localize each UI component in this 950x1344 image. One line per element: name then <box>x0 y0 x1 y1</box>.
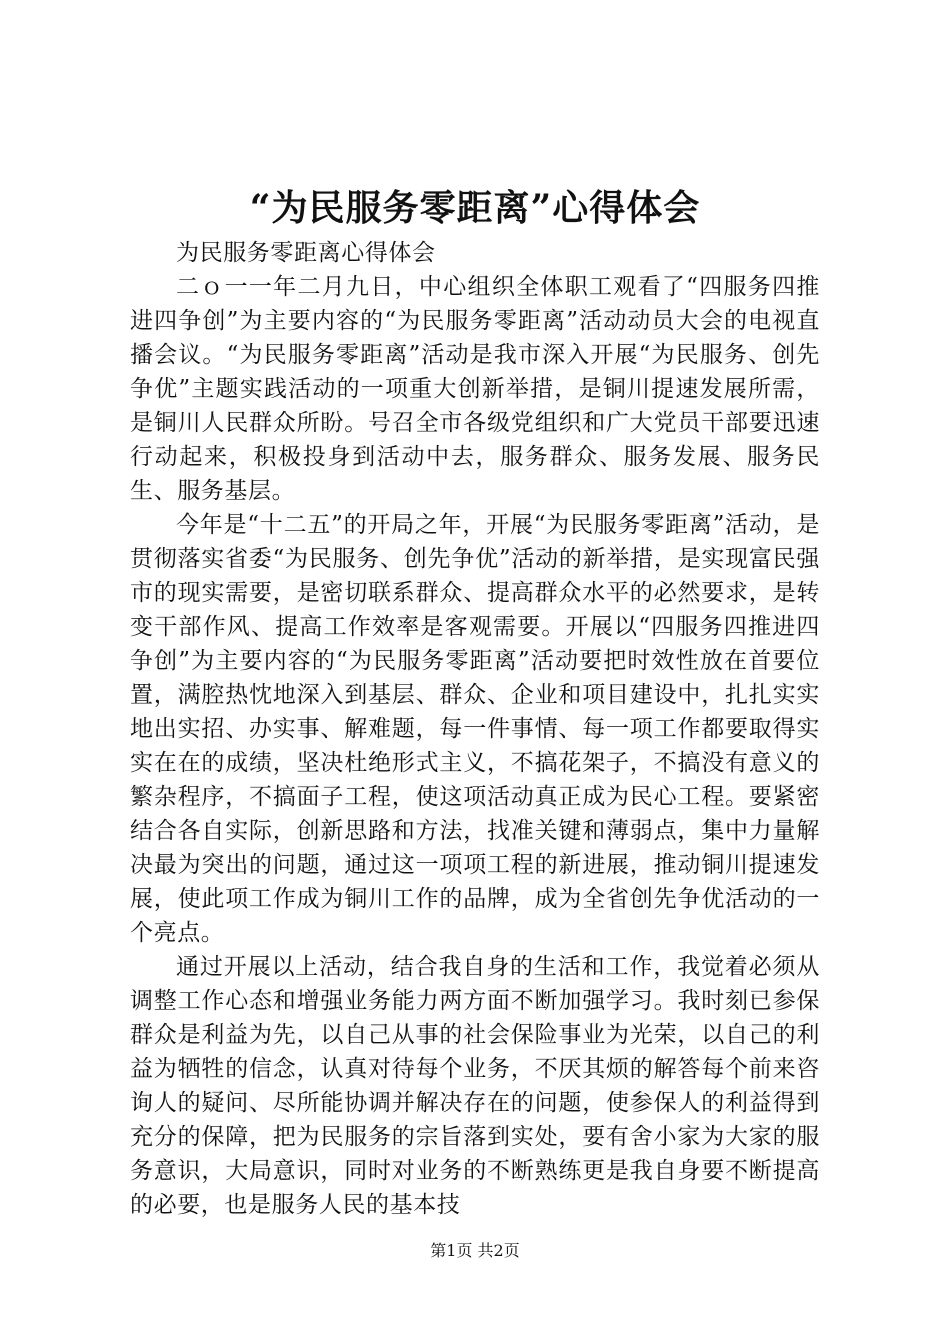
paragraph-subtitle: 为民服务零距离心得体会 <box>176 240 436 266</box>
paragraph: 今年是“十二五”的开局之年，开展“为民服务零距离”活动，是贯彻落实省委“为民服务、创先争优”活动的新举措，是实现富民强市的现实需要，是密切联系群众、提高群众水平的必然要求，是转变干部作风、提高工作效率是客观需要。开展以“四服务四推进四争创”为主要内容的“为民服务零距离”活动要把时效性放在首要位置，满腔热忱地深入到基层、群众、企业和项目建设中，扎扎实实地出实招、办实事、解难题，每一件事情、每一项工作都要取得实实在在的成绩，坚决杜绝形式主义，不搞花架子，不搞没有意义的繁杂程序，不搞面子工程，使这项活动真正成为民心工程。要紧密结合各自实际，创新思路和方法，找准关键和薄弱点，集中力量解决最为突出的问题，通过这一项项工程的新进展，推动铜川提速发展，使此项工作成为铜川工作的品牌，成为全省创先争优活动的一个亮点。 <box>130 512 820 946</box>
document-body <box>130 236 820 1222</box>
document-title: “为民服务零距离”心得体会 <box>249 187 701 229</box>
paragraph: 二ｏ一一年二月九日，中心组织全体职工观看了“四服务四推进四争创”为主要内容的“为民服务零距离”活动动员大会的电视直播会议。“为民服务零距离”活动是我市深入开展“为民服务、创先争优”主题实践活动的一项重大创新举措，是铜川提速发展所需，是铜川人民群众所盼。号召全市各级党组织和广大党员干部要迅速行动起来，积极投身到活动中去，服务群众、服务发展、服务民生、服务基层。 <box>130 274 820 504</box>
paragraph: 通过开展以上活动，结合我自身的生活和工作，我觉着必须从调整工作心态和增强业务能力两方面不断加强学习。我时刻已参保群众是利益为先，以自己从事的社会保险事业为光荣，以自己的利益为牺牲的信念，认真对待每个业务，不厌其烦的解答每个前来咨询人的疑问、尽所能协调并解决存在的问题，使参保人的利益得到充分的保障，把为民服务的宗旨落到实处，要有舍小家为大家的服务意识，大局意识，同时对业务的不断熟练更是我自身要不断提高的必要，也是服务人民的基本技 <box>130 954 820 1218</box>
page-number-footer: 第1页 共2页 <box>430 1241 520 1260</box>
